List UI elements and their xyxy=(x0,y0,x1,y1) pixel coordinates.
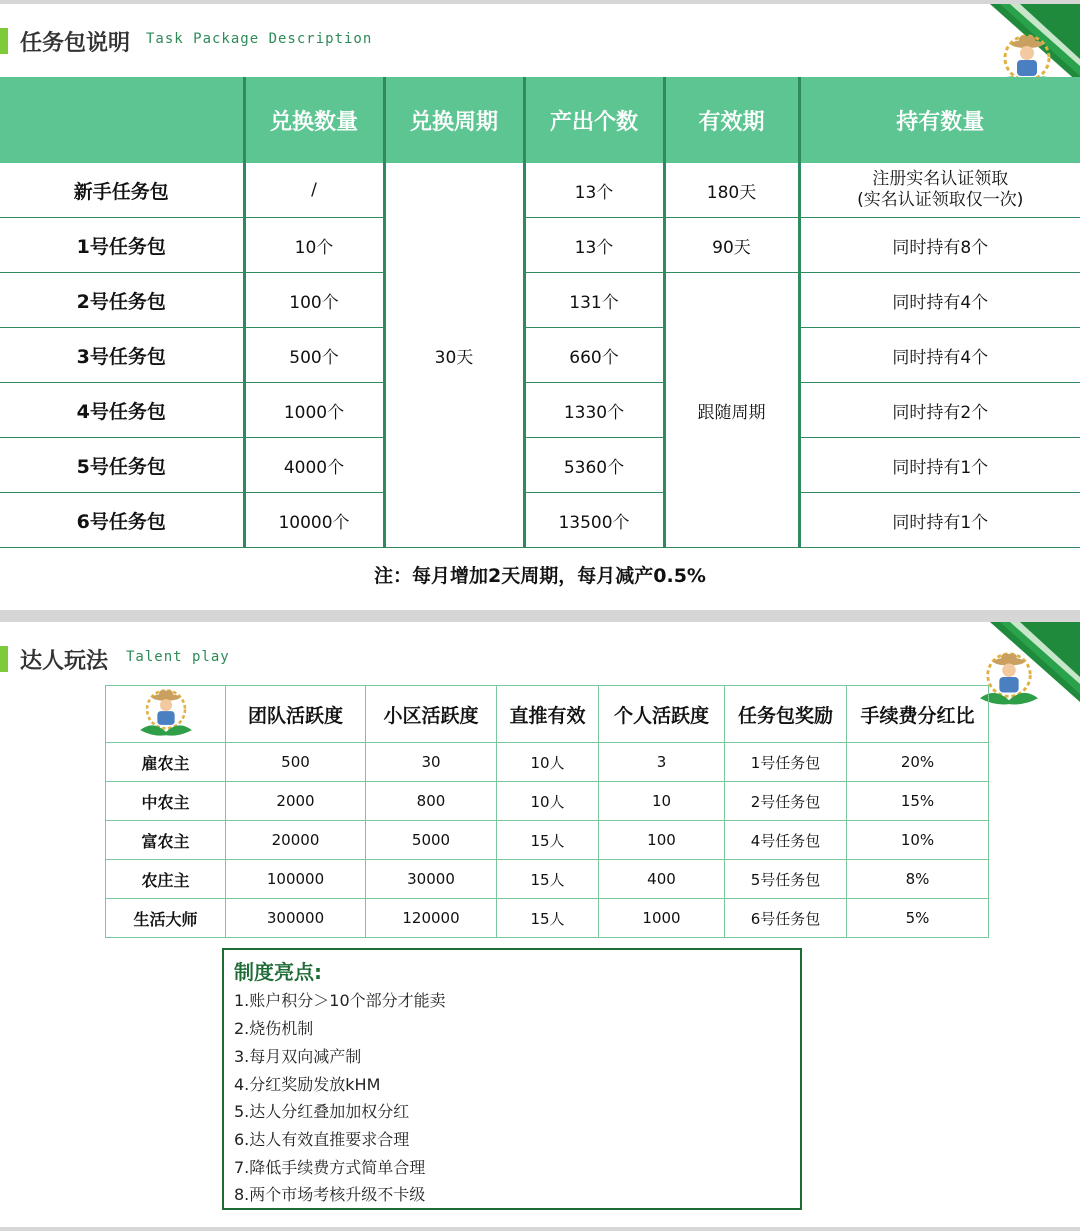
slide-title: 任务包说明 xyxy=(20,31,131,56)
exchange-qty: 4000个 xyxy=(244,438,384,493)
table-row xyxy=(0,438,1080,493)
package-name: 5号任务包 xyxy=(0,438,244,493)
header-fee-dividend: 手续费分红比 xyxy=(847,686,989,743)
table-cell: 2000 xyxy=(226,782,366,821)
highlights-title: 制度亮点: xyxy=(234,960,322,984)
hold-qty-line1: 注册实名认证领取 xyxy=(872,169,1009,189)
header-team-activity: 团队活跃度 xyxy=(226,686,366,743)
table-cell: 100000 xyxy=(226,860,366,899)
header-exchange-cycle: 兑换周期 xyxy=(384,77,524,163)
table-cell: 5% xyxy=(847,899,989,938)
highlight-item: 4.分红奖励发放kHM xyxy=(234,1075,381,1094)
table-row xyxy=(0,218,1080,273)
package-name: 新手任务包 xyxy=(0,163,244,218)
highlight-item: 1.账户积分＞10个部分才能卖 xyxy=(234,991,446,1010)
header-hold-qty: 持有数量 xyxy=(799,77,1080,163)
highlight-item: 3.每月双向减产制 xyxy=(234,1047,362,1066)
hold-qty-line2: (实名认证领取仅一次) xyxy=(857,190,1024,210)
exchange-qty: 10个 xyxy=(244,218,384,273)
hold-qty: 同时持有4个 xyxy=(799,273,1080,328)
package-name: 6号任务包 xyxy=(0,493,244,548)
table-row xyxy=(106,860,989,899)
table-row xyxy=(0,493,1080,548)
table-row xyxy=(106,782,989,821)
exchange-qty: / xyxy=(244,163,384,218)
package-name: 4号任务包 xyxy=(0,383,244,438)
output-count: 13个 xyxy=(524,163,664,218)
output-count: 5360个 xyxy=(524,438,664,493)
table-cell: 5000 xyxy=(366,821,497,860)
table-cell: 800 xyxy=(366,782,497,821)
table-cell: 120000 xyxy=(366,899,497,938)
table-cell: 10人 xyxy=(497,782,599,821)
task-package-table xyxy=(0,77,1080,601)
table-cell: 15% xyxy=(847,782,989,821)
level-name: 中农主 xyxy=(106,782,226,821)
header-district-activity: 小区活跃度 xyxy=(366,686,497,743)
exchange-cycle: 30天 xyxy=(384,163,524,548)
highlight-item: 5.达人分红叠加加权分红 xyxy=(234,1102,410,1121)
table-cell: 3 xyxy=(599,743,725,782)
task-package-slide xyxy=(0,4,1080,610)
table-cell: 10人 xyxy=(497,743,599,782)
hold-qty xyxy=(799,163,1080,218)
header-personal-activity: 个人活跃度 xyxy=(599,686,725,743)
table-cell: 300000 xyxy=(226,899,366,938)
talent-play-slide xyxy=(0,622,1080,1227)
table-cell: 100 xyxy=(599,821,725,860)
hold-qty: 同时持有4个 xyxy=(799,328,1080,383)
table-note: 注：每月增加2天周期，每月减产0.5% xyxy=(374,565,706,587)
hold-qty: 同时持有1个 xyxy=(799,438,1080,493)
validity: 90天 xyxy=(664,218,799,273)
header-validity: 有效期 xyxy=(664,77,799,163)
table-cell: 1000 xyxy=(599,899,725,938)
table-cell: 6号任务包 xyxy=(725,899,847,938)
header-exchange-qty: 兑换数量 xyxy=(244,77,384,163)
table-cell: 15人 xyxy=(497,899,599,938)
validity: 跟随周期 xyxy=(664,273,799,548)
highlight-item: 2.烧伤机制 xyxy=(234,1019,314,1038)
table-header-row xyxy=(0,77,1080,163)
level-name: 农庄主 xyxy=(106,860,226,899)
table-cell: 500 xyxy=(226,743,366,782)
table-note-row xyxy=(0,548,1080,602)
package-name: 1号任务包 xyxy=(0,218,244,273)
table-row xyxy=(106,743,989,782)
title-accent-bar xyxy=(0,28,8,54)
table-cell: 1号任务包 xyxy=(725,743,847,782)
level-name: 富农主 xyxy=(106,821,226,860)
exchange-qty: 1000个 xyxy=(244,383,384,438)
talent-level-table xyxy=(105,685,989,938)
table-row xyxy=(0,273,1080,328)
title-accent-bar xyxy=(0,646,8,672)
slide-title: 达人玩法 xyxy=(20,649,109,674)
table-row xyxy=(0,383,1080,438)
header-cell xyxy=(0,77,244,163)
table-cell: 15人 xyxy=(497,821,599,860)
header-logo-cell xyxy=(106,686,226,743)
table-cell: 10 xyxy=(599,782,725,821)
header-output-count: 产出个数 xyxy=(524,77,664,163)
table-cell: 400 xyxy=(599,860,725,899)
table-header-row xyxy=(106,686,989,743)
exchange-qty: 500个 xyxy=(244,328,384,383)
table-cell: 8% xyxy=(847,860,989,899)
system-highlights-box xyxy=(222,948,802,1210)
validity: 180天 xyxy=(664,163,799,218)
output-count: 13500个 xyxy=(524,493,664,548)
slide-subtitle: Talent play xyxy=(126,649,230,665)
table-cell: 5号任务包 xyxy=(725,860,847,899)
hold-qty: 同时持有2个 xyxy=(799,383,1080,438)
level-name: 生活大师 xyxy=(106,899,226,938)
package-name: 3号任务包 xyxy=(0,328,244,383)
output-count: 13个 xyxy=(524,218,664,273)
hold-qty: 同时持有1个 xyxy=(799,493,1080,548)
header-direct-referrals: 直推有效 xyxy=(497,686,599,743)
table-cell: 30 xyxy=(366,743,497,782)
hold-qty: 同时持有8个 xyxy=(799,218,1080,273)
output-count: 131个 xyxy=(524,273,664,328)
level-name: 雇农主 xyxy=(106,743,226,782)
table-row xyxy=(106,821,989,860)
table-cell: 15人 xyxy=(497,860,599,899)
farmer-mascot-icon xyxy=(134,687,198,737)
highlight-item: 7.降低手续费方式简单合理 xyxy=(234,1158,426,1177)
table-row xyxy=(0,328,1080,383)
table-cell: 10% xyxy=(847,821,989,860)
output-count: 660个 xyxy=(524,328,664,383)
package-name: 2号任务包 xyxy=(0,273,244,328)
table-row xyxy=(0,163,1080,218)
table-row xyxy=(106,899,989,938)
exchange-qty: 10000个 xyxy=(244,493,384,548)
table-cell: 2号任务包 xyxy=(725,782,847,821)
table-cell: 20% xyxy=(847,743,989,782)
table-cell: 20000 xyxy=(226,821,366,860)
table-cell: 30000 xyxy=(366,860,497,899)
output-count: 1330个 xyxy=(524,383,664,438)
exchange-qty: 100个 xyxy=(244,273,384,328)
highlight-item: 8.两个市场考核升级不卡级 xyxy=(234,1185,426,1204)
slide-subtitle: Task Package Description xyxy=(146,31,373,47)
table-cell: 4号任务包 xyxy=(725,821,847,860)
header-package-reward: 任务包奖励 xyxy=(725,686,847,743)
highlight-item: 6.达人有效直推要求合理 xyxy=(234,1130,410,1149)
